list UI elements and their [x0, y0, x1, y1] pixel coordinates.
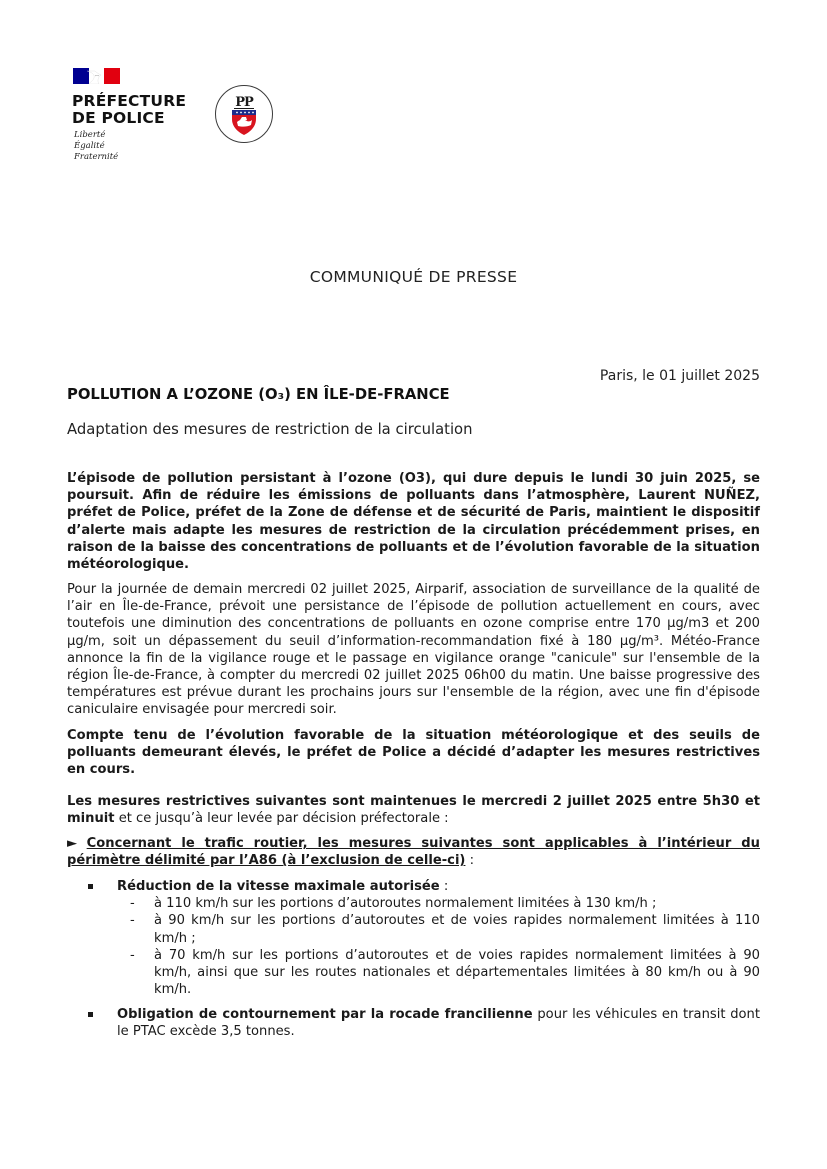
list-item [67, 947, 760, 999]
speed-reduction-colon: : [439, 879, 449, 894]
dash-bullet: - [130, 913, 135, 929]
seal-monogram: PP [235, 95, 253, 110]
speed-reduction-item [67, 878, 760, 895]
prefecture-line-2: DE POLICE [72, 109, 165, 127]
motto-fraternite: Fraternité [74, 152, 119, 162]
bypass-item [67, 1006, 760, 1040]
maintained-measures-rest: et ce jusqu’à leur levée par décision préfectorale : [114, 811, 449, 827]
forecast-paragraph: Pour la journée de demain mercredi 02 juillet 2025, Airparif, association de surveillance de la qualité de l’air en Île-de-France, prévoit une persistance de l’épisode de pollution actuellement en cours, avec toutefois une diminution des concentrations de polluants en ozone comprise entre 170 µg/m3 et 200 µg/m, soit un dépassement du seuil d’information-recommandation fixé à 180 µg/m³. Météo-France annonce la fin de la vigilance rouge et le passage en vigilance orange "canicule" sur l'ensemble de la région Île-de-France, à compter du mercredi 02 juillet 2025 06h00 du matin. Une baisse progressive des températures est prévue durant les prochains jours sur l'ensemble de la région, avec une fin d'épisode caniculaire envisagée pour mercredi soir. [67, 582, 760, 718]
release-date: Paris, le 01 juillet 2025 [599, 368, 760, 384]
police-seal-logo [214, 84, 274, 144]
dash-bullet: - [130, 947, 135, 963]
speed-limit-text: à 110 km/h sur les portions d’autoroutes normalement limitées à 130 km/h ; [154, 896, 657, 912]
speed-reduction-title: Réduction de la vitesse maximale autorisée [117, 879, 440, 894]
traffic-scope-paragraph [67, 835, 760, 869]
motto-egalite: Égalité [74, 141, 105, 151]
dash-bullet: - [130, 896, 135, 912]
intro-paragraph: L’épisode de pollution persistant à l’ozone (O3), qui dure depuis le lundi 30 juin 2025, se poursuit. Afin de réduire les émissions de polluants dans l’atmosphère, Laurent NUÑEZ, préfet de Police, préfet de la Zone de défense et de sécurité de Paris, maintient le dispositif d’alerte mais adapte les mesures de restriction de la circulation précédemment prises, en raison de la baisse des concentrations de polluants et de l’évolution favorable de la situation météorologique. [67, 471, 760, 573]
list-item [67, 895, 760, 912]
traffic-scope-colon: : [465, 853, 474, 869]
speed-limit-text: à 70 km/h sur les portions d’autoroutes et de voies rapides normalement limitées à 90 km/h, ainsi que sur les routes nationales et départementales limitées à 80 km/h ou à 90 km/h. [154, 947, 760, 998]
traffic-scope-text: Concernant le trafic routier, les mesures suivantes sont applicables à l’intérieur du périmètre délimité par l’A86 (à l’exclusion de celle-ci) [67, 836, 760, 869]
maintained-measures-paragraph [67, 793, 760, 827]
prefecture-line-1: PRÉFECTURE [72, 92, 187, 110]
square-bullet-icon [88, 884, 93, 889]
decision-paragraph: Compte tenu de l’évolution favorable de la situation météorologique et des seuils de polluants demeurant élevés, le préfet de Police a décidé d’adapter les mesures restrictives en cours. [67, 728, 760, 778]
prefecture-name [72, 93, 186, 127]
bypass-measure [67, 1006, 760, 1040]
marianne-flag-icon [73, 68, 120, 84]
list-item [67, 912, 760, 946]
bypass-text: pour les véhicules en transit dont le PTAC excède 3,5 tonnes. [117, 1007, 760, 1040]
republic-motto [74, 130, 118, 163]
speed-limit-text: à 90 km/h sur les portions d’autoroutes et de voies rapides normalement limitées à 110 km/h ; [154, 913, 760, 946]
headline: POLLUTION A L’OZONE (O₃) EN ÎLE-DE-FRANCE [67, 386, 450, 403]
subheadline: Adaptation des mesures de restriction de la circulation [67, 421, 473, 438]
press-release-title: COMMUNIQUÉ DE PRESSE [309, 268, 518, 286]
speed-limit-list [67, 895, 760, 998]
speed-reduction-measure [67, 878, 760, 998]
right-arrow-icon: ► [67, 836, 78, 851]
square-bullet-icon [88, 1012, 93, 1017]
motto-liberte: Liberté [74, 130, 106, 140]
bypass-title: Obligation de contournement par la rocade francilienne [117, 1007, 533, 1022]
maintained-measures-bold: Les mesures restrictives suivantes sont maintenues le mercredi 2 juillet 2025 entre 5h30 et minuit [67, 794, 760, 827]
